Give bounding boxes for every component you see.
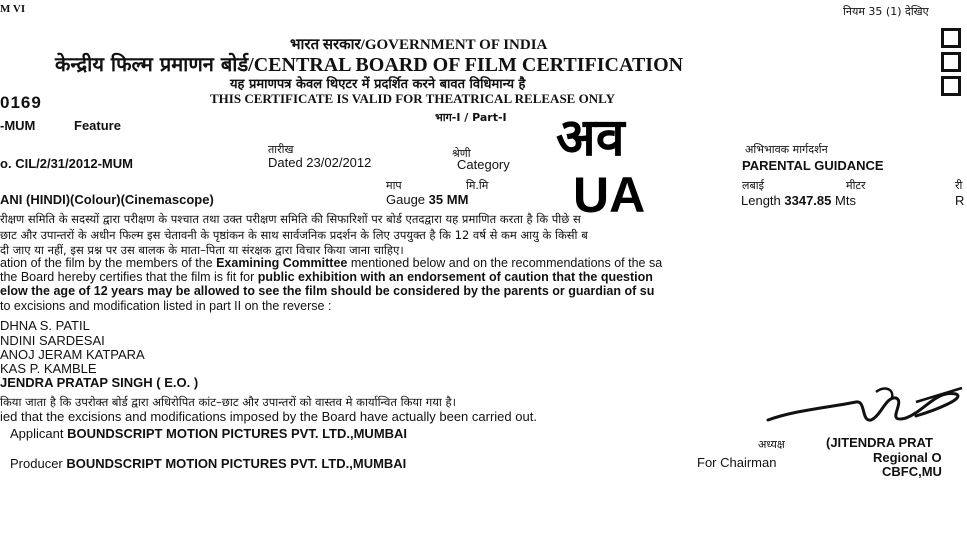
hindi-paragraph-line-1: रीक्षण समिति के सदस्यों द्वारा परीक्षण के पश्चात तथा उक्त परीक्षण समिति की सिफारिशों पर बोर्ड एतदद्वारा यह प्रमाणित करता है कि पीछे स <box>0 212 581 226</box>
member-2: NDINI SARDESAI <box>0 333 105 348</box>
gauge <box>386 192 468 207</box>
english-paragraph-line-1 <box>0 256 662 270</box>
validity-english: THIS CERTIFICATE IS VALID FOR THEATRICAL RELEASE ONLY <box>210 91 615 106</box>
category-label: Category <box>457 157 510 172</box>
film-type: Feature <box>74 118 121 133</box>
gauge-value: 35 MM <box>428 192 469 207</box>
english-paragraph-line-4: to excisions and modification listed in part II on the reverse : <box>0 299 332 313</box>
rating-ua: UA <box>573 167 646 223</box>
date-hindi-label: तारीख <box>268 143 294 156</box>
applicant-label: Applicant <box>10 426 64 441</box>
board-title <box>55 50 683 77</box>
film-perforation <box>941 76 961 96</box>
rule-reference: नियम 35 (1) देखिए <box>843 5 929 18</box>
part-label: भाग-I / Part-I <box>435 111 507 124</box>
length-value: 3347.85 <box>784 193 832 208</box>
certify-hindi: किया जाता है कि उपरोक्त बोर्ड द्वारा अधिरोपित कांट–छाट और उपान्तरों को वास्तव मे कार्यान्वित किया गया है। <box>0 395 456 409</box>
guidance-label: PARENTAL GUIDANCE <box>742 158 884 173</box>
form-number: M VI <box>0 3 26 15</box>
film-perforation <box>941 28 961 48</box>
member-5: JENDRA PRATAP SINGH ( E.O. ) <box>0 375 199 390</box>
english-line-1-start: ation of the film by the members of the <box>0 256 217 270</box>
signature <box>766 380 967 440</box>
length-unit: Mts <box>835 193 856 208</box>
member-1: DHNA S. PATIL <box>0 318 90 333</box>
examining-committee: Examining Committee <box>216 256 348 270</box>
english-paragraph-line-2 <box>0 270 653 284</box>
film-title: ANI (HINDI)(Colour)(Cinemascope) <box>0 192 214 207</box>
producer-label: Producer <box>10 456 63 471</box>
rating-hindi: अव <box>556 108 625 168</box>
category-hindi-label: श्रेणी <box>452 147 471 160</box>
member-4: KAS P. KAMBLE <box>0 361 97 376</box>
hindi-paragraph-line-3: दी जाए या नहीं, इस प्रश्न पर उस बालक के माता–पिता या संरक्षक द्वारा विचार किया जाना चाहिए। <box>0 243 404 257</box>
certificate-no <box>0 156 133 171</box>
signatory-office: CBFC,MU <box>882 464 942 479</box>
producer-value: BOUNDSCRIPT MOTION PICTURES PVT. LTD.,MUMBAI <box>66 456 407 471</box>
government-line: भारत सरकार/GOVERNMENT OF INDIA <box>290 37 548 53</box>
certificate-mum: -MUM <box>0 118 36 133</box>
english-line-2-start: the Board hereby certifies that the film is fit for <box>0 270 258 284</box>
certificate-no-prefix: o. <box>0 156 12 171</box>
for-chairman: For Chairman <box>697 455 777 470</box>
validity-hindi: यह प्रमाणपत्र केवल थिएटर में प्रदर्शित करने बावत विधिमान्य है <box>230 77 526 92</box>
length-hindi: लबाई <box>742 179 764 192</box>
length-label: Length <box>741 193 781 208</box>
producer <box>10 456 406 471</box>
signatory-title: Regional O <box>873 450 942 465</box>
english-line-2-bold: public exhibition with an endorsement of caution that the question <box>257 270 653 284</box>
guidance-hindi: अभिभावक मार्गदर्शन <box>745 143 828 156</box>
gauge-label: Gauge <box>386 192 426 207</box>
board-title-hindi: केन्द्रीय फिल्म प्रमाणन बोर्ड <box>55 52 249 76</box>
certificate-number: 0169 <box>0 93 42 112</box>
right-hindi-fragment: री <box>955 179 963 192</box>
mm-hindi: मि.मि <box>466 179 489 192</box>
certify-english: ied that the excisions and modifications imposed by the Board have actually been carried out. <box>0 409 537 424</box>
right-fragment: R <box>955 193 965 208</box>
member-3: ANOJ JERAM KATPARA <box>0 347 145 362</box>
english-line-1-end: mentioned below and on the recommendations of the sa <box>347 256 663 270</box>
signatory-name: (JITENDRA PRAT <box>826 435 933 450</box>
english-paragraph-line-3: elow the age of 12 years may be allowed to see the film should be considered by the parents or guardian of su <box>0 284 655 298</box>
length <box>741 193 856 208</box>
applicant-value: BOUNDSCRIPT MOTION PICTURES PVT. LTD.,MUMBAI <box>67 426 408 441</box>
board-title-english: /CENTRAL BOARD OF FILM CERTIFICATION <box>248 54 684 76</box>
film-perforation <box>941 52 961 72</box>
hindi-paragraph-line-2: छाट और उपान्तरों के अधीन फिल्म इस चेतावनी के पृष्ठांकन के साथ सार्वजनिक प्रदर्शन के लिए उपयुक्त है कि 12 वर्ष से कम आयु के किसी ब <box>0 228 588 242</box>
meter-hindi: मीटर <box>846 179 866 192</box>
applicant <box>10 426 407 441</box>
chairman-hindi: अध्यक्ष <box>758 438 785 451</box>
certificate-no-value: CIL/2/31/2012-MUM <box>15 156 133 171</box>
certificate-date: Dated 23/02/2012 <box>268 155 372 170</box>
gauge-hindi: माप <box>386 179 402 192</box>
